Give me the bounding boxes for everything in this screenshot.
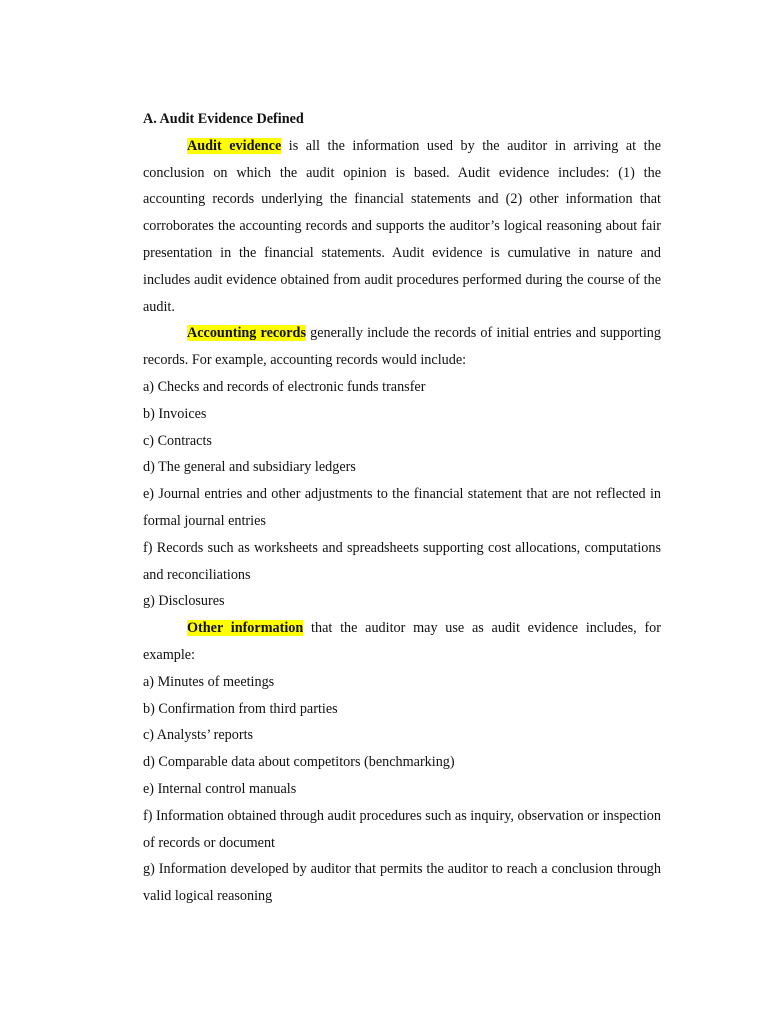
list-item: f) Records such as worksheets and spreadsheets supporting cost allocations, computations and reconciliations [143,539,661,583]
list-item: e) Internal control manuals [143,780,297,797]
list-item: b) Invoices [143,405,207,422]
list-item: a) Checks and records of electronic funds transfer [143,378,426,395]
paragraph-audit-evidence [143,133,661,321]
list-item: c) Contracts [143,432,212,449]
paragraph-accounting-records [143,320,661,374]
list-item: g) Disclosures [143,593,225,610]
highlighted-term-other-information: Other information [187,620,304,637]
paragraph-other-information [143,615,661,669]
section-title: A. Audit Evidence Defined [143,111,304,127]
paragraph-other-information-text: that the auditor may use as audit evidence includes, for example: [143,620,661,663]
highlighted-term-audit-evidence: Audit evidence [187,137,282,154]
list-item: e) Journal entries and other adjustments to the financial statement that are not reflected in formal journal entries [143,486,661,529]
list-item: b) Confirmation from third parties [143,700,338,717]
list-item: a) Minutes of meetings [143,673,275,690]
paragraph-accounting-records-text: generally include the records of initial entries and supporting records. For example, accounting records would include: [143,325,661,369]
paragraph-audit-evidence-text: is all the information used by the auditor in arriving at the conclusion on which the audit opinion is based. Audit evidence includes: (1) the accounting records underlying the financial statements and (2) other information that corroborates the accounting records and supports the auditor’s logical reasoning about fair presentation in the financial statements. Audit evidence is cumulative in nature and includes audit evidence obtained from audit procedures performed during the course of the audit. [143,137,661,315]
accounting-records-list [143,374,661,615]
other-information-list [143,669,661,910]
document-page [143,106,661,910]
list-item: c) Analysts’ reports [143,727,254,744]
list-item: f) Information obtained through audit procedures such as inquiry, observation or inspection of records or document [143,807,661,851]
list-item: d) The general and subsidiary ledgers [143,459,356,476]
list-item: d) Comparable data about competitors (benchmarking) [143,754,455,771]
list-item: g) Information developed by auditor that permits the auditor to reach a conclusion through valid logical reasoning [143,861,661,905]
highlighted-term-accounting-records: Accounting records [187,325,306,342]
